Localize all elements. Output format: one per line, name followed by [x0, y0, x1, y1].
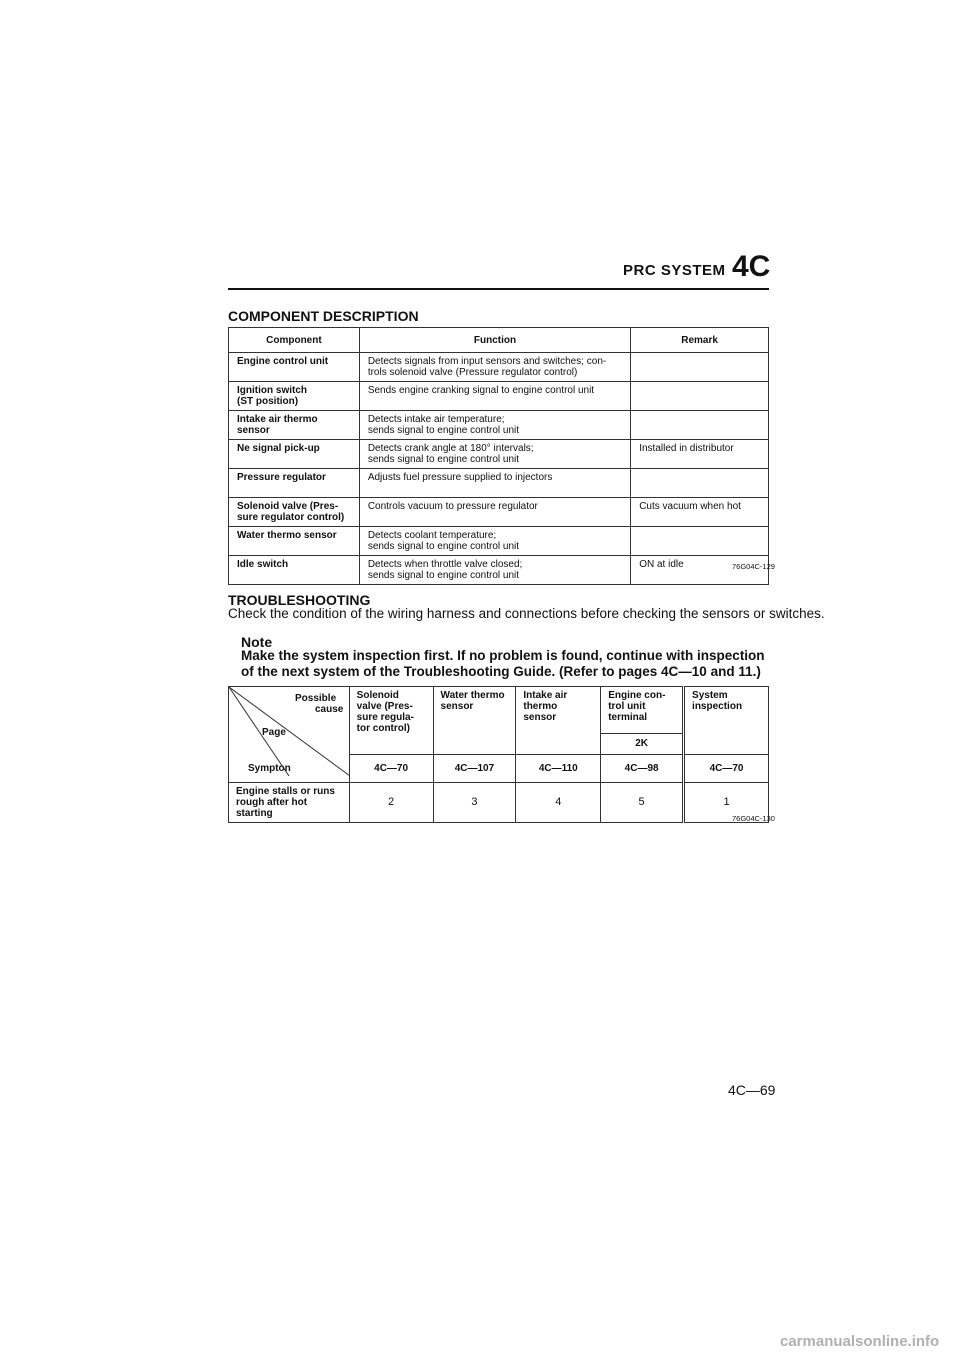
- function-cell: Detects signals from input sensors and switches; con- trols solenoid valve (Pressure regulator control): [359, 353, 630, 382]
- function-cell: Detects intake air temperature; sends signal to engine control unit: [359, 411, 630, 440]
- column-header-remark: Remark: [631, 328, 769, 353]
- component-heading: COMPONENT DESCRIPTION: [228, 308, 419, 324]
- symptom-row: [229, 783, 769, 823]
- cause-header-water-thermo-sensor: [433, 687, 516, 755]
- page-ref-water-thermo-sensor: 4C—107: [433, 754, 516, 783]
- page-ref-engine-control-unit: 4C—98: [601, 754, 684, 783]
- order-intake-air-thermo-sensor: 4: [516, 783, 601, 823]
- remark-cell: Installed in distributor: [631, 440, 769, 469]
- troubleshooting-table: [228, 686, 769, 823]
- figure-code-1: 76G04C-129: [732, 562, 775, 571]
- component-table-header: [229, 328, 769, 353]
- troubleshooting-intro: Check the condition of the wiring harness and connections before checking the sensors or switches.: [228, 606, 825, 621]
- component-row: [229, 382, 769, 411]
- remark-cell: [631, 411, 769, 440]
- cause-label: Solenoid valve (Pres- sure regula- tor control): [356, 690, 414, 734]
- remark-cell: [631, 382, 769, 411]
- header-section-code: 4C: [732, 250, 771, 283]
- troubleshooting-heading: TROUBLESHOOTING: [228, 592, 371, 608]
- page-ref-intake-air-thermo-sensor: 4C—110: [516, 754, 601, 783]
- cause-label: Water thermo sensor: [440, 690, 505, 712]
- page-ref-system-inspection: 4C—70: [684, 754, 769, 783]
- function-cell: Detects crank angle at 180° intervals; sends signal to engine control unit: [359, 440, 630, 469]
- function-cell: Detects when throttle valve closed; sends signal to engine control unit: [359, 556, 630, 585]
- component-cell: Water thermo sensor: [229, 527, 360, 556]
- cause-label: Intake air thermo sensor: [523, 690, 568, 723]
- component-row: [229, 556, 769, 585]
- component-cell: Intake air thermo sensor: [229, 411, 360, 440]
- diagonal-header-cell: [229, 687, 350, 783]
- watermark: carmanualsonline.info: [780, 1333, 940, 1350]
- symptom-label: [229, 783, 350, 823]
- cause-header-intake-air-thermo-sensor: [516, 687, 601, 755]
- cause-label: Engine con- trol unit terminal: [608, 690, 666, 723]
- component-cell: Ne signal pick-up: [229, 440, 360, 469]
- note-title: Note: [241, 634, 273, 650]
- component-row: [229, 498, 769, 527]
- function-cell: Controls vacuum to pressure regulator: [359, 498, 630, 527]
- order-system-inspection: 1: [684, 783, 769, 823]
- cause-label: System inspection: [692, 690, 743, 712]
- remark-cell: [631, 353, 769, 382]
- figure-code-2: 76G04C-130: [732, 814, 775, 823]
- label-sympton: Sympton: [248, 763, 291, 774]
- function-cell: Detects coolant temperature; sends signal to engine control unit: [359, 527, 630, 556]
- column-header-function: Function: [359, 328, 630, 353]
- cause-header-engine-control-unit: [601, 687, 684, 734]
- cause-header-system-inspection: [684, 687, 769, 755]
- order-engine-control-unit: 5: [601, 783, 684, 823]
- function-cell: Sends engine cranking signal to engine control unit: [359, 382, 630, 411]
- component-row: [229, 469, 769, 498]
- component-row: [229, 440, 769, 469]
- page-ref-solenoid-valve: 4C—70: [349, 754, 433, 783]
- symptom-text: Engine stalls or runs rough after hot starting: [236, 786, 335, 819]
- component-cell: Solenoid valve (Pres- sure regulator control): [229, 498, 360, 527]
- label-page: Page: [262, 727, 286, 738]
- cause-header-solenoid-valve: [349, 687, 433, 755]
- component-cell: Ignition switch (ST position): [229, 382, 360, 411]
- component-cell: Idle switch: [229, 556, 360, 585]
- function-cell: Adjusts fuel pressure supplied to injectors: [359, 469, 630, 498]
- page-number: 4C—69: [728, 1082, 776, 1098]
- column-header-component: Component: [229, 328, 360, 353]
- component-cell: Engine control unit: [229, 353, 360, 382]
- component-row: [229, 527, 769, 556]
- header-rule: [228, 288, 769, 290]
- label-cause: cause: [315, 704, 344, 715]
- component-row: [229, 353, 769, 382]
- component-table: [228, 327, 769, 585]
- label-possible: Possible: [295, 693, 337, 704]
- order-solenoid-valve: 2: [349, 783, 433, 823]
- component-row: [229, 411, 769, 440]
- remark-cell: Cuts vacuum when hot: [631, 498, 769, 527]
- header-title: PRC SYSTEM: [623, 262, 726, 279]
- remark-cell: ON at idle: [631, 556, 769, 585]
- note-text: Make the system inspection first. If no problem is found, continue with inspection of the next system of the Troubleshooting Guide. (Refer to pages 4C—10 and 11.): [241, 648, 765, 679]
- remark-cell: [631, 469, 769, 498]
- component-cell: Pressure regulator: [229, 469, 360, 498]
- terminal-2k: 2K: [601, 734, 684, 754]
- remark-cell: [631, 527, 769, 556]
- order-water-thermo-sensor: 3: [433, 783, 516, 823]
